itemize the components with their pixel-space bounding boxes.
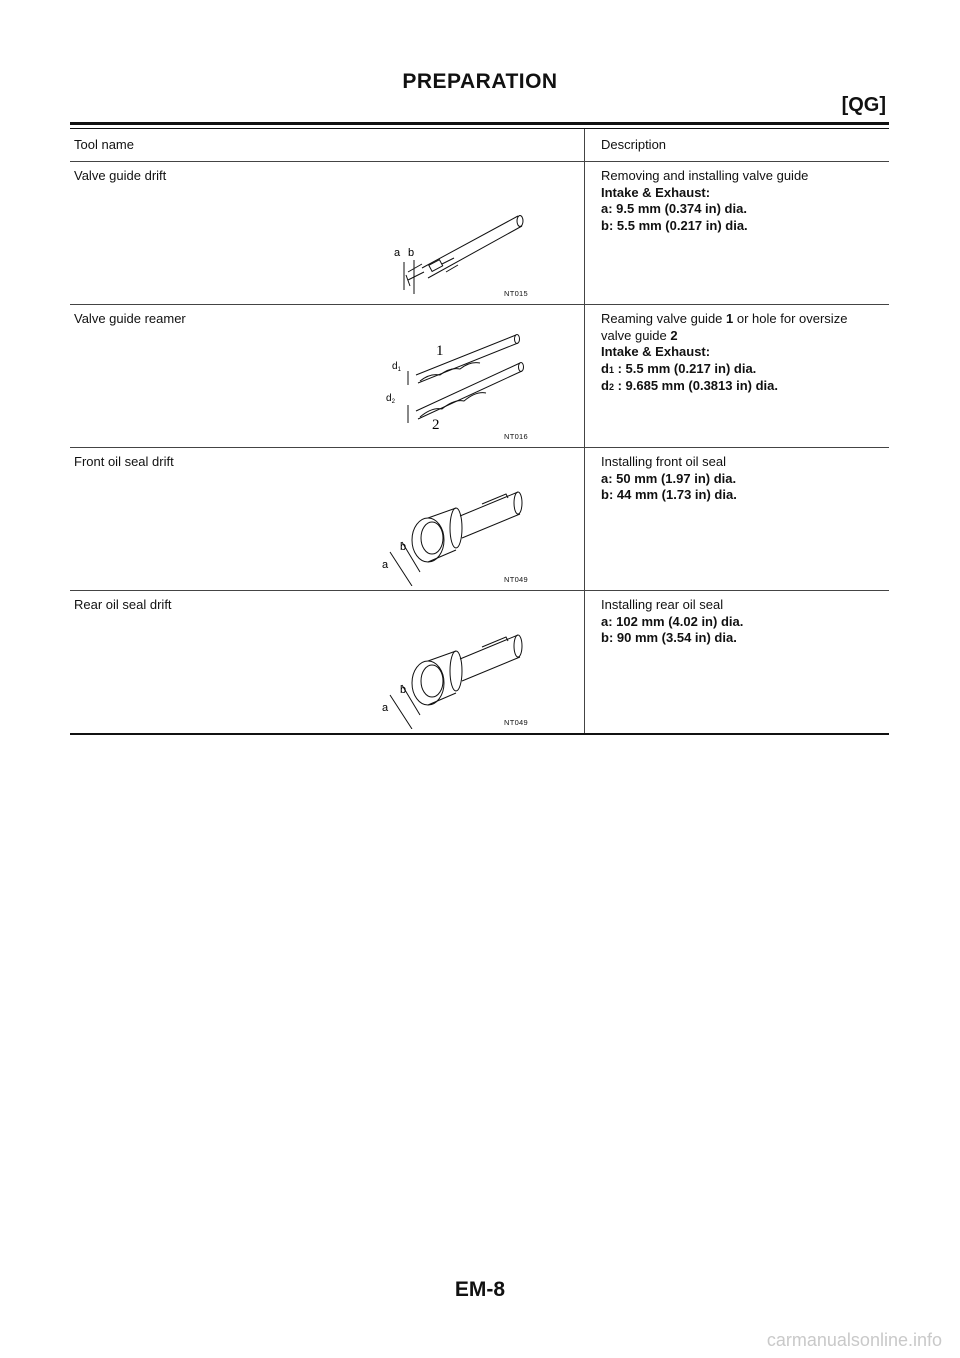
figure-code: NT049 [503,575,528,584]
description-text-2: valve guide 2 [601,327,678,343]
table-row [70,591,889,735]
figure-code: NT049 [503,718,528,727]
valve-guide-drift-illustration [370,182,540,300]
callout-1: 1 [436,343,444,359]
description-text: Installing front oil seal [601,454,727,469]
header-rule [70,122,889,125]
tool-cell [70,591,585,733]
description-cell [585,162,889,304]
section-code: [QG] [841,94,886,116]
tool-name: Rear oil seal drift [74,597,172,612]
label-b: b [400,684,407,696]
front-oil-seal-drift-illustration [370,468,540,586]
col-description: Description [601,137,667,152]
tool-name: Front oil seal drift [74,454,174,469]
label-d2: $d_2$ [386,393,395,405]
table-row [70,448,889,591]
description-text: Removing and installing valve guide [601,168,809,183]
spec-heading: Intake & Exhaust: [601,344,711,359]
spec-a: a: 102 mm (4.02 in) dia. [601,613,744,629]
description-cell [585,305,889,447]
spec-b: b: 90 mm (3.54 in) dia. [601,630,737,645]
tool-name: Valve guide drift [74,168,167,183]
spec-a: a: 9.5 mm (0.374 in) dia. [601,201,747,216]
spec-b: b: 44 mm (1.73 in) dia. [601,487,737,502]
watermark: carmanualsonline.info [766,1330,942,1350]
tool-cell [70,448,585,590]
spec-d2: d2 : 9.685 mm (0.3813 in) dia. [601,378,778,393]
spec-d1: d1 : 5.5 mm (0.217 in) dia. [601,360,757,376]
figure-code: NT015 [503,289,528,298]
label-a: a [382,702,389,714]
tool-cell [70,162,585,304]
description-cell [585,448,889,590]
tool-name: Valve guide reamer [74,311,186,326]
callout-2: 2 [432,417,440,433]
description-cell [585,591,889,733]
rear-oil-seal-drift-illustration [370,611,540,729]
description-text: Installing rear oil seal [601,597,724,612]
col-tool-name: Tool name [70,129,585,161]
page-title: PREPARATION [402,70,558,93]
spec-heading: Intake & Exhaust: [601,184,711,200]
table-header [70,129,889,162]
label-a: a [394,247,401,259]
table-row [70,162,889,305]
label-b: b [400,541,407,553]
table-row [70,305,889,448]
spec-a: a: 50 mm (1.97 in) dia. [601,470,737,486]
figure-code: NT016 [503,432,528,441]
tool-table [70,129,889,735]
label-d1: $d_1$ [392,361,401,373]
page-number: EM-8 [454,1278,506,1301]
valve-guide-reamer-illustration [370,325,540,443]
spec-b: b: 5.5 mm (0.217 in) dia. [601,217,748,233]
description-text: Reaming valve guide 1 or hole for oversize [601,311,848,326]
tool-cell [70,305,585,447]
label-b: b [408,247,415,259]
label-a: a [382,559,389,571]
